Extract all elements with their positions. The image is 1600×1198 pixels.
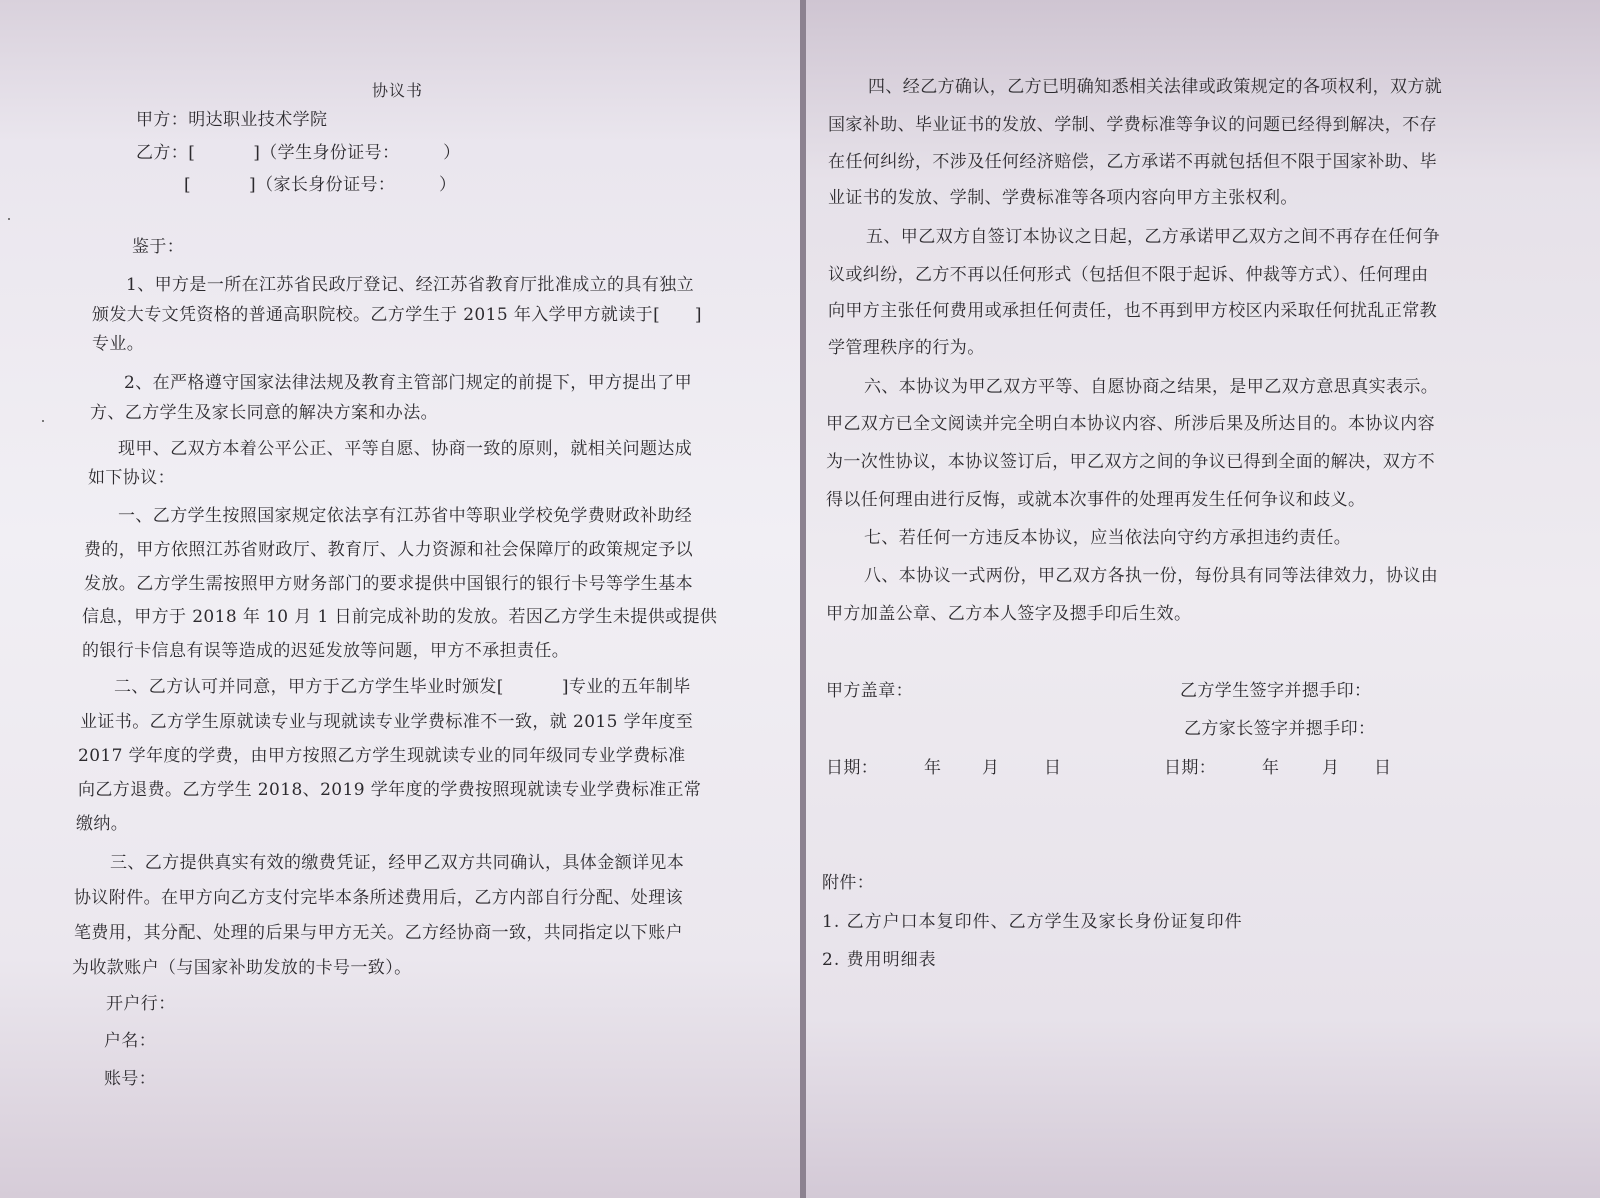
date-year: 年 (1262, 758, 1280, 778)
preamble-line: 如下协议： (88, 468, 175, 488)
party-a-seal-label: 甲方盖章： (826, 681, 913, 701)
clause-2-line: 2017 学年度的学费，由甲方按照乙方学生现就读专业的同年级同专业学费标准 (78, 746, 686, 766)
clause-1-line: 信息，甲方于 2018 年 10 月 1 日前完成补助的发放。若因乙方学生未提供或提供 (82, 607, 718, 627)
date-day: 日 (1044, 758, 1062, 778)
speck-mark (42, 420, 44, 422)
parent-signature-label: 乙方家长签字并摁手印： (1184, 719, 1376, 739)
party-b-student: 乙方：[ ]（学生身份证号： ） (136, 143, 461, 163)
clause-1-line: 费的，甲方依照江苏省财政厅、教育厅、人力资源和社会保障厅的政策规定予以 (84, 540, 693, 560)
clause-6-line: 甲乙双方已全文阅读并完全明白本协议内容、所涉后果及所达目的。本协议内容 (826, 414, 1435, 434)
clause-1-line: 发放。乙方学生需按照甲方财务部门的要求提供中国银行的银行卡号等学生基本 (84, 574, 693, 594)
attachment-item: 1. 乙方户口本复印件、乙方学生及家长身份证复印件 (822, 912, 1243, 932)
clause-3-line: 笔费用，其分配、处理的后果与甲方无关。乙方经协商一致，共同指定以下账户 (74, 923, 683, 943)
whereas-heading: 鉴于： (132, 237, 185, 257)
clause-3-line: 三、乙方提供真实有效的缴费凭证，经甲乙双方共同确认，具体金额详见本 (110, 853, 685, 873)
clause-4-line: 在任何纠纷，不涉及任何经济赔偿，乙方承诺不再就包括但不限于国家补助、毕 (828, 152, 1437, 172)
date-month: 月 (982, 758, 1000, 778)
whereas-2-line: 方、乙方学生及家长同意的解决方案和办法。 (90, 403, 438, 423)
clause-5-line: 学管理秩序的行为。 (828, 338, 985, 358)
clause-6-line: 为一次性协议，本协议签订后，甲乙双方之间的争议已得到全面的解决，双方不 (826, 452, 1435, 472)
clause-5-line: 议或纠纷，乙方不再以任何形式（包括但不限于起诉、仲裁等方式）、任何理由 (828, 265, 1429, 285)
clause-6-line: 六、本协议为甲乙双方平等、自愿协商之结果，是甲乙双方意思真实表示。 (864, 377, 1439, 397)
clause-7: 七、若任何一方违反本协议，应当依法向守约方承担违约责任。 (864, 528, 1352, 548)
clause-3-line: 为收款账户（与国家补助发放的卡号一致）。 (72, 958, 412, 978)
date-year: 年 (924, 758, 942, 778)
whereas-1-line: 专业。 (92, 334, 145, 354)
whereas-1-line: 颁发大专文凭资格的普通高职院校。乙方学生于 2015 年入学甲方就读于[ ] (92, 305, 702, 325)
date-month: 月 (1322, 758, 1340, 778)
account-number-label: 账号： (104, 1069, 157, 1089)
clause-1-line: 的银行卡信息有误等造成的迟延发放等问题，甲方不承担责任。 (82, 641, 570, 661)
clause-5-line: 五、甲乙双方自签订本协议之日起，乙方承诺甲乙双方之间不再存在任何争 (866, 227, 1441, 247)
whereas-2-line: 2、在严格遵守国家法律法规及教育主管部门规定的前提下，甲方提出了甲 (124, 373, 693, 393)
party-a: 甲方：明达职业技术学院 (136, 110, 328, 130)
whereas-1-line: 1、甲方是一所在江苏省民政厅登记、经江苏省教育厅批准成立的具有独立 (126, 275, 695, 295)
clause-1-line: 一、乙方学生按照国家规定依法享有江苏省中等职业学校免学费财政补助经 (118, 506, 693, 526)
clause-3-line: 协议附件。在甲方向乙方支付完毕本条所述费用后，乙方内部自行分配、处理该 (74, 888, 683, 908)
clause-2-line: 缴纳。 (76, 814, 129, 834)
speck-mark (8, 218, 10, 220)
right-page (806, 0, 1600, 1198)
clause-4-line: 四、经乙方确认，乙方已明确知悉相关法律或政策规定的各项权利，双方就 (868, 77, 1443, 97)
bank-name-label: 开户行： (106, 994, 176, 1014)
student-signature-label: 乙方学生签字并摁手印： (1180, 681, 1372, 701)
date-label: 日期： (826, 758, 879, 778)
attachments-heading: 附件： (822, 873, 875, 893)
clause-4-line: 业证书的发放、学制、学费标准等各项内容向甲方主张权利。 (828, 188, 1298, 208)
document-title: 协议书 (372, 81, 424, 100)
clause-2-line: 向乙方退费。乙方学生 2018、2019 学年度的学费按照现就读专业学费标准正常 (78, 780, 702, 800)
clause-8-line: 八、本协议一式两份，甲乙双方各执一份，每份具有同等法律效力，协议由 (864, 566, 1439, 586)
account-name-label: 户名： (104, 1031, 157, 1051)
clause-6-line: 得以任何理由进行反悔，或就本次事件的处理再发生任何争议和歧义。 (826, 490, 1366, 510)
preamble-line: 现甲、乙双方本着公平公正、平等自愿、协商一致的原则，就相关问题达成 (118, 439, 693, 459)
clause-2-line: 业证书。乙方学生原就读专业与现就读专业学费标准不一致，就 2015 学年度至 (80, 712, 694, 732)
clause-2-line: 二、乙方认可并同意，甲方于乙方学生毕业时颁发[ ]专业的五年制毕 (114, 677, 691, 697)
date-day: 日 (1374, 758, 1392, 778)
attachment-item: 2. 费用明细表 (822, 950, 937, 970)
date-label: 日期： (1164, 758, 1217, 778)
clause-5-line: 向甲方主张任何费用或承担任何责任，也不再到甲方校区内采取任何扰乱正常教 (828, 301, 1437, 321)
clause-4-line: 国家补助、毕业证书的发放、学制、学费标准等争议的问题已经得到解决，不存 (828, 115, 1437, 135)
party-b-parent: [ ]（家长身份证号： ） (184, 175, 457, 195)
clause-8-line: 甲方加盖公章、乙方本人签字及摁手印后生效。 (826, 604, 1192, 624)
